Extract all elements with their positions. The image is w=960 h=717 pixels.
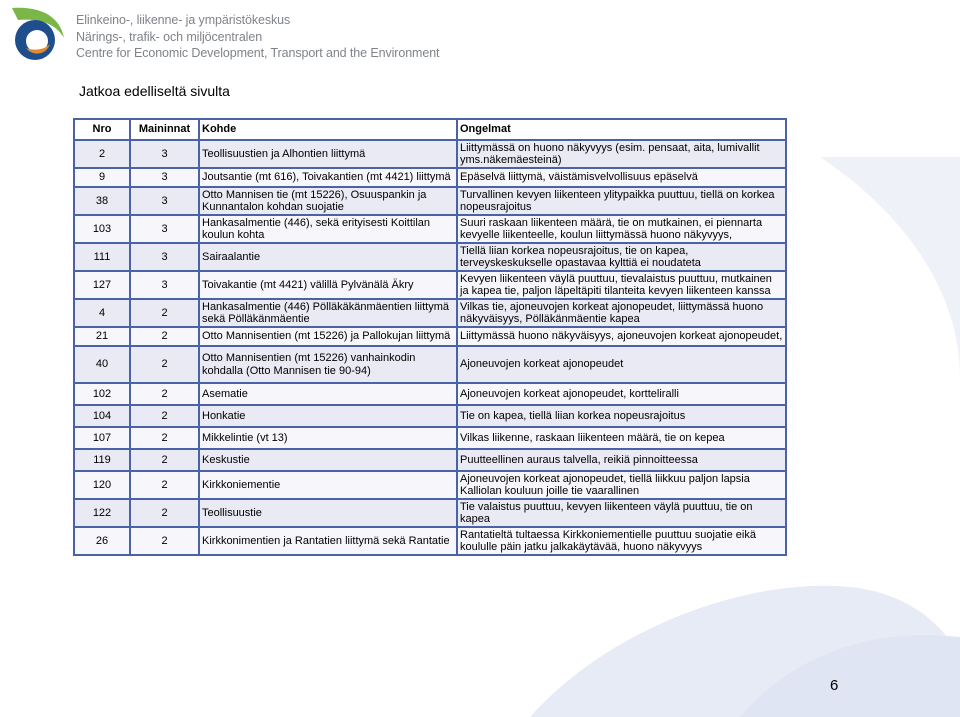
cell-kohde: Asematie <box>199 383 457 405</box>
cell-ongelmat: Turvallinen kevyen liikenteen ylitypaikka puuttuu, tiellä on korkea nopeusrajoitus <box>457 187 786 215</box>
table-row <box>74 427 786 449</box>
table-row <box>74 243 786 271</box>
table-row <box>74 271 786 299</box>
cell-nro: 38 <box>74 187 130 215</box>
table-row <box>74 471 786 499</box>
cell-nro: 103 <box>74 215 130 243</box>
cell-nro: 26 <box>74 527 130 555</box>
cell-kohde: Hankasalmentie (446) Pölläkäkänmäentien liittymä sekä Pölläkänmäentie <box>199 299 457 327</box>
ely-logo-icon <box>6 4 66 64</box>
org-name-fi: Elinkeino-, liikenne- ja ympäristökeskus <box>76 13 291 27</box>
cell-nro: 104 <box>74 405 130 427</box>
cell-kohde: Kirkkoniementie <box>199 471 457 499</box>
cell-ongelmat: Vilkas liikenne, raskaan liikenteen määrä, tie on kepea <box>457 427 786 449</box>
cell-maininnat: 3 <box>130 243 199 271</box>
organization-name <box>76 12 439 62</box>
cell-maininnat: 3 <box>130 215 199 243</box>
table-row <box>74 327 786 346</box>
table-row <box>74 383 786 405</box>
cell-maininnat: 3 <box>130 140 199 168</box>
table-row <box>74 527 786 555</box>
col-header-kohde: Kohde <box>199 119 457 140</box>
table-header-row <box>74 119 786 140</box>
col-header-ongelmat: Ongelmat <box>457 119 786 140</box>
cell-nro: 9 <box>74 168 130 187</box>
table-row <box>74 215 786 243</box>
cell-maininnat: 3 <box>130 187 199 215</box>
cell-nro: 119 <box>74 449 130 471</box>
cell-kohde: Toivakantie (mt 4421) välillä Pylvänälä Äkry <box>199 271 457 299</box>
cell-maininnat: 2 <box>130 471 199 499</box>
cell-ongelmat: Rantatieltä tultaessa Kirkkoniementielle puuttuu suojatie eikä koululle päin jatku jalkakäytävää, huono näkyvyys <box>457 527 786 555</box>
org-name-sv: Närings-, trafik- och miljöcentralen <box>76 29 263 44</box>
cell-kohde: Joutsantie (mt 616), Toivakantien (mt 4421) liittymä <box>199 168 457 187</box>
cell-maininnat: 3 <box>130 271 199 299</box>
cell-ongelmat: Tie on kapea, tiellä liian korkea nopeusrajoitus <box>457 405 786 427</box>
table-row <box>74 499 786 527</box>
cell-maininnat: 2 <box>130 405 199 427</box>
cell-ongelmat: Suuri raskaan liikenteen määrä, tie on mutkainen, ei piennarta kevyelle liikenteelle, koulun liittymässä huono näkyvyys, <box>457 215 786 243</box>
cell-nro: 40 <box>74 346 130 383</box>
cell-nro: 120 <box>74 471 130 499</box>
table-row <box>74 449 786 471</box>
cell-nro: 102 <box>74 383 130 405</box>
cell-kohde: Mikkelintie (vt 13) <box>199 427 457 449</box>
cell-maininnat: 2 <box>130 383 199 405</box>
page-number: 6 <box>830 677 839 694</box>
col-header-nro: Nro <box>74 119 130 140</box>
col-header-maininnat: Maininnat <box>130 119 199 140</box>
continuation-heading: Jatkoa edelliseltä sivulta <box>79 83 230 99</box>
cell-maininnat: 2 <box>130 346 199 383</box>
problem-locations-table <box>73 118 787 556</box>
cell-ongelmat: Ajoneuvojen korkeat ajonopeudet, tiellä liikkuu paljon lapsia Kalliolan kouluun joille tie vaarallinen <box>457 471 786 499</box>
cell-nro: 122 <box>74 499 130 527</box>
cell-ongelmat: Tie valaistus puuttuu, kevyen liikenteen väylä puuttuu, tie on kapea <box>457 499 786 527</box>
cell-kohde: Otto Mannisen tie (mt 15226), Osuuspankin ja Kunnantalon kohdan suojatie <box>199 187 457 215</box>
cell-maininnat: 3 <box>130 168 199 187</box>
table-row <box>74 168 786 187</box>
table-row <box>74 346 786 383</box>
org-name-en: Centre for Economic Development, Transport and the Environment <box>76 46 440 60</box>
cell-maininnat: 2 <box>130 327 199 346</box>
cell-ongelmat: Ajoneuvojen korkeat ajonopeudet, kortteliralli <box>457 383 786 405</box>
cell-maininnat: 2 <box>130 427 199 449</box>
cell-kohde: Otto Mannisentien (mt 15226) ja Pallokujan liittymä <box>199 327 457 346</box>
cell-kohde: Sairaalantie <box>199 243 457 271</box>
cell-maininnat: 2 <box>130 299 199 327</box>
cell-ongelmat: Epäselvä liittymä, väistämisvelvollisuus epäselvä <box>457 168 786 187</box>
cell-kohde: Kirkkonimentien ja Rantatien liittymä sekä Rantatie <box>199 527 457 555</box>
cell-ongelmat: Liittymässä huono näkyväisyys, ajoneuvojen korkeat ajonopeudet, <box>457 327 786 346</box>
cell-kohde: Teollisuustie <box>199 499 457 527</box>
table-row <box>74 405 786 427</box>
cell-ongelmat: Tiellä liian korkea nopeusrajoitus, tie on kapea, terveyskeskukselle opastavaa kylttiä ei noudateta <box>457 243 786 271</box>
cell-nro: 2 <box>74 140 130 168</box>
cell-kohde: Teollisuustien ja Alhontien liittymä <box>199 140 457 168</box>
cell-ongelmat: Kevyen liikenteen väylä puuttuu, tievalaistus puuttuu, mutkainen ja kapea tie, paljon läpeltäpiti tilanteita kevyen liikenteen kanssa <box>457 271 786 299</box>
cell-ongelmat: Liittymässä on huono näkyvyys (esim. pensaat, aita, lumivallit yms.näkemäesteinä) <box>457 140 786 168</box>
table-row <box>74 187 786 215</box>
cell-nro: 21 <box>74 327 130 346</box>
cell-nro: 4 <box>74 299 130 327</box>
cell-maininnat: 2 <box>130 449 199 471</box>
cell-nro: 111 <box>74 243 130 271</box>
cell-ongelmat: Ajoneuvojen korkeat ajonopeudet <box>457 346 786 383</box>
cell-kohde: Otto Mannisentien (mt 15226) vanhainkodin kohdalla (Otto Mannisen tie 90-94) <box>199 346 457 383</box>
cell-maininnat: 2 <box>130 499 199 527</box>
cell-ongelmat: Puutteellinen auraus talvella, reikiä pinnoitteessa <box>457 449 786 471</box>
table-row <box>74 140 786 168</box>
cell-ongelmat: Vilkas tie, ajoneuvojen korkeat ajonopeudet, liittymässä huono näkyväisyys, Pölläkänmäentie kapea <box>457 299 786 327</box>
cell-kohde: Honkatie <box>199 405 457 427</box>
table-row <box>74 299 786 327</box>
cell-kohde: Hankasalmentie (446), sekä erityisesti Koittilan koulun kohta <box>199 215 457 243</box>
cell-nro: 107 <box>74 427 130 449</box>
cell-kohde: Keskustie <box>199 449 457 471</box>
cell-nro: 127 <box>74 271 130 299</box>
cell-maininnat: 2 <box>130 527 199 555</box>
